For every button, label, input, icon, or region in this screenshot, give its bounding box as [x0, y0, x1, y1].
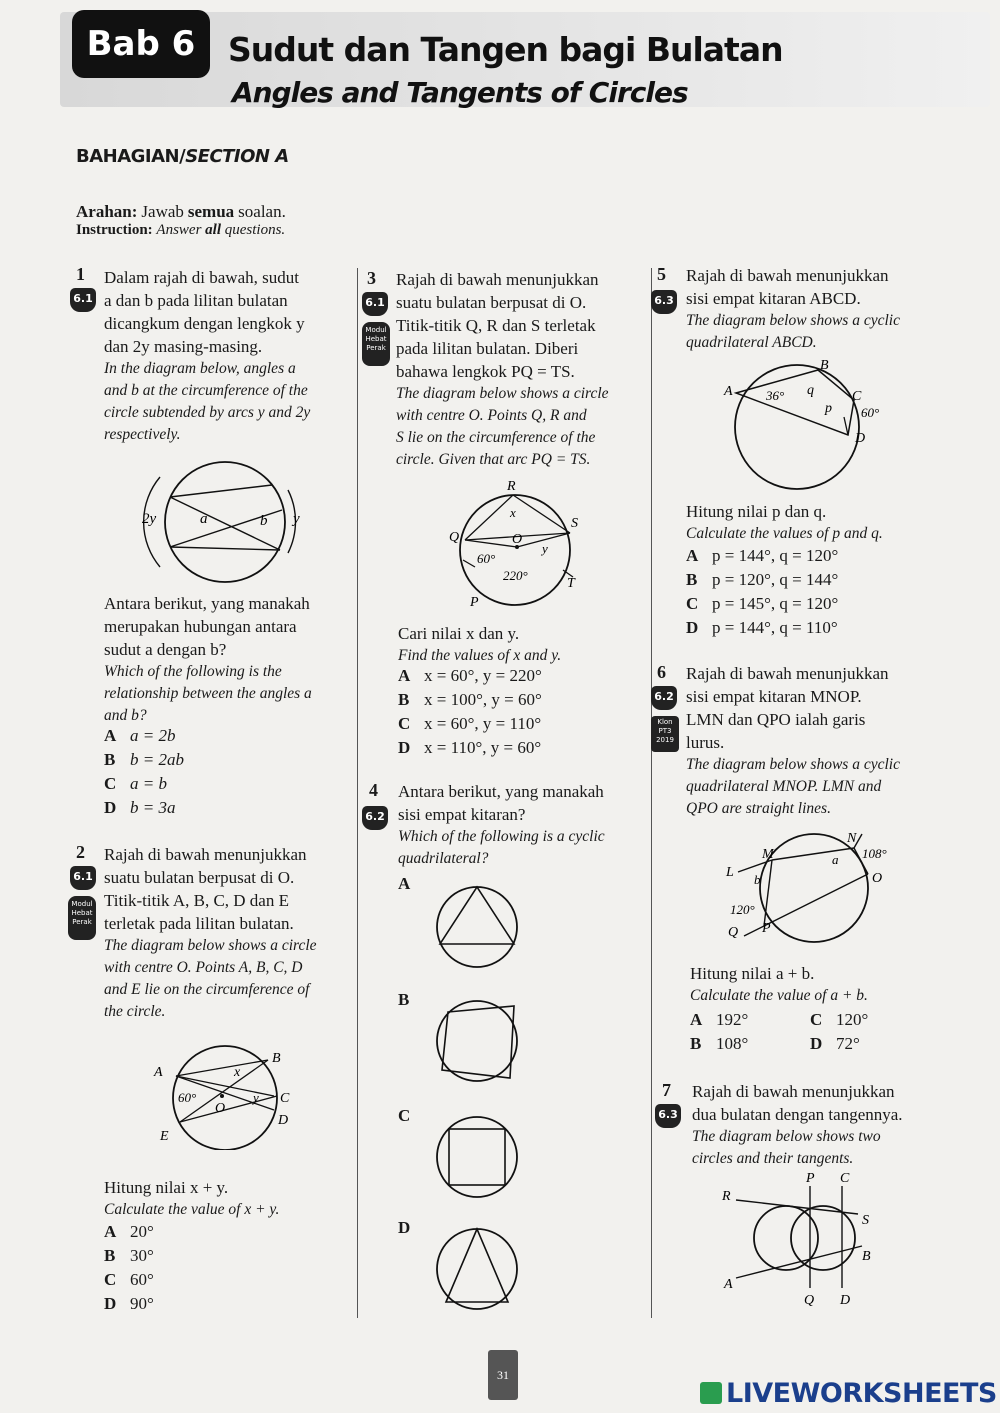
q3-text: Rajah di bawah menunjukkan suatu bulatan berpusat di O. Titik-titik Q, R dan S terletak pada lilitan bulatan. Diberi bahawa lengkok PQ = TS. The diagram below shows a circle with centre O. Points Q, R and S lie on the circumference of the circle. Given that arc PQ = TS.	[396, 270, 609, 468]
q6-question: Hitung nilai a + b. Calculate the value of a + b.	[690, 964, 868, 1004]
q2-options	[104, 1220, 154, 1316]
q6-options	[690, 1008, 930, 1056]
subtopic-tag: 6.1	[70, 288, 96, 312]
chapter-title-en: Angles and Tangents of Circles	[232, 76, 688, 109]
q4-option-b-label[interactable]: B	[398, 990, 410, 1009]
option[interactable]: B 108°	[690, 1034, 749, 1053]
label-60: 60°	[477, 551, 496, 566]
label-a: a	[832, 852, 839, 867]
q1-circle-diagram	[140, 455, 310, 595]
label-R: R	[507, 479, 516, 494]
label-y: y	[253, 1090, 259, 1105]
label-y: y	[293, 511, 300, 527]
label-P: P	[806, 1171, 815, 1186]
label-120: 120°	[730, 902, 755, 917]
option[interactable]: B b = 2ab	[104, 750, 184, 769]
label-p: p	[825, 401, 832, 416]
subtopic-tag: 6.1	[70, 866, 96, 890]
option[interactable]: C 120°	[810, 1010, 869, 1029]
option[interactable]: A a = 2b	[104, 726, 176, 745]
label-60: 60°	[178, 1090, 197, 1105]
modul-hebat-badge: Modul Hebat Perak	[68, 896, 96, 940]
option[interactable]: A 20°	[104, 1222, 154, 1241]
q2-text: Rajah di bawah menunjukkan suatu bulatan berpusat di O. Titik-titik A, B, C, D dan E terletak pada lilitan bulatan. The diagram below shows a circle with centre O. Points A, B, C, D and E lie on the circumference of the circle.	[104, 845, 317, 1020]
modul-hebat-badge: Modul Hebat Perak	[362, 322, 390, 366]
q4-text: Antara berikut, yang manakah sisi empat kitaran? Which of the following is a cyclic quadrilateral?	[398, 782, 605, 867]
label-60: 60°	[861, 405, 880, 420]
q3-options	[398, 664, 542, 760]
subtopic-tag: 6.3	[651, 290, 677, 314]
q2-circle-diagram	[150, 1040, 300, 1150]
label-36: 36°	[766, 388, 785, 403]
q6-text: Rajah di bawah menunjukkan sisi empat kitaran MNOP. LMN dan QPO ialah garis lurus. The diagram below shows a cyclic quadrilateral MNOP. LMN and QPO are straight lines.	[686, 664, 900, 817]
label-2y: 2y	[142, 511, 157, 527]
label-108: 108°	[862, 846, 887, 861]
klon-pt3-badge: Klon PT3 2019	[651, 716, 679, 752]
label-P: P	[762, 921, 771, 936]
option[interactable]: A 192°	[690, 1010, 749, 1029]
option[interactable]: B 30°	[104, 1246, 154, 1265]
q5-options	[686, 544, 838, 640]
label-O: O	[512, 532, 523, 547]
label-A: A	[724, 1277, 733, 1292]
option[interactable]: C p = 145°, q = 120°	[686, 594, 839, 613]
subtopic-tag: 6.2	[362, 806, 388, 830]
subtopic-tag: 6.2	[651, 686, 677, 710]
liveworksheets-logo: LIVEWORKSHEETS	[700, 1378, 997, 1409]
subtopic-tag: 6.1	[362, 292, 388, 316]
question-number: 5	[657, 264, 666, 284]
q6-circle-diagram	[722, 826, 907, 956]
q3-circle-diagram	[445, 475, 595, 610]
option[interactable]: D b = 3a	[104, 798, 176, 817]
q7-text: Rajah di bawah menunjukkan dua bulatan dengan tangennya. The diagram below shows two circles and their tangents.	[692, 1082, 903, 1167]
q4-option-c-figure[interactable]	[432, 1112, 522, 1202]
label-O: O	[872, 871, 883, 886]
chapter-title-ms: Sudut dan Tangen bagi Bulatan	[228, 30, 783, 69]
section-heading: BAHAGIAN/SECTION A	[76, 146, 289, 167]
option[interactable]: C x = 60°, y = 110°	[398, 714, 542, 733]
option[interactable]: B p = 120°, q = 144°	[686, 570, 839, 589]
question-number: 2	[76, 842, 85, 862]
label-Q: Q	[728, 925, 739, 940]
question-number: 4	[369, 780, 378, 800]
label-A: A	[724, 384, 733, 399]
subtopic-tag: 6.3	[655, 1104, 681, 1128]
label-D: D	[840, 1293, 851, 1308]
q4-option-b-figure[interactable]	[432, 996, 522, 1086]
q4-option-c-label[interactable]: C	[398, 1106, 411, 1125]
page-number: 31	[488, 1350, 518, 1400]
option[interactable]: B x = 100°, y = 60°	[398, 690, 542, 709]
option[interactable]: A p = 144°, q = 120°	[686, 546, 839, 565]
label-R: R	[722, 1189, 731, 1204]
q1-text: Dalam rajah di bawah, sudut a dan b pada lilitan bulatan dicangkum dengan lengkok y dan 2y masing-masing. In the diagram below, angles a and b at the circumference of the circle subtended by arcs y and 2y respectively.	[104, 268, 311, 443]
label-S: S	[571, 516, 578, 531]
q4-option-d-label[interactable]: D	[398, 1218, 411, 1237]
logo-icon	[700, 1382, 722, 1404]
label-O: O	[215, 1101, 226, 1116]
label-Q: Q	[449, 530, 460, 545]
option[interactable]: D x = 110°, y = 60°	[398, 738, 542, 757]
label-A: A	[154, 1065, 163, 1080]
label-C: C	[840, 1171, 850, 1186]
option[interactable]: D p = 144°, q = 110°	[686, 618, 838, 637]
question-number: 3	[367, 268, 376, 288]
q7-two-circles-diagram	[718, 1168, 883, 1313]
label-S: S	[862, 1213, 869, 1228]
label-M: M	[762, 847, 774, 862]
question-number: 7	[662, 1080, 671, 1100]
chapter-badge: Bab 6	[72, 10, 210, 78]
label-C: C	[280, 1091, 290, 1106]
q4-option-a-label[interactable]: A	[398, 874, 411, 893]
option[interactable]: D 72°	[810, 1034, 860, 1053]
label-B: B	[272, 1051, 281, 1066]
instruction-en: Instruction: Answer all questions.	[76, 222, 286, 238]
option[interactable]: A x = 60°, y = 220°	[398, 666, 542, 685]
question-number: 6	[657, 662, 666, 682]
question-number: 1	[76, 264, 85, 284]
label-B: B	[820, 358, 829, 373]
label-E: E	[160, 1129, 169, 1144]
label-C: C	[852, 389, 862, 404]
q5-circle-diagram	[722, 355, 897, 495]
q5-text: Rajah di bawah menunjukkan sisi empat kitaran ABCD. The diagram below shows a cyclic quadrilateral ABCD.	[686, 266, 900, 351]
label-220: 220°	[503, 568, 528, 583]
column-divider	[651, 268, 652, 1318]
label-a: a	[200, 511, 208, 527]
label-x: x	[510, 505, 516, 520]
label-b: b	[754, 872, 761, 887]
label-T: T	[567, 576, 575, 591]
option[interactable]: D 90°	[104, 1294, 154, 1313]
q1-options	[104, 724, 184, 820]
column-divider	[357, 268, 358, 1318]
label-L: L	[726, 865, 734, 880]
label-D: D	[855, 431, 866, 446]
label-Q: Q	[804, 1293, 815, 1308]
q3-question: Cari nilai x dan y. Find the values of x and y.	[398, 624, 562, 664]
label-N: N	[847, 831, 857, 846]
option[interactable]: C 60°	[104, 1270, 154, 1289]
label-q: q	[807, 383, 814, 398]
label-y: y	[542, 541, 548, 556]
q5-question: Hitung nilai p dan q. Calculate the values of p and q.	[686, 502, 883, 542]
label-x: x	[234, 1065, 241, 1080]
label-B: B	[862, 1249, 871, 1264]
q1-question: Antara berikut, yang manakah merupakan hubungan antara sudut a dengan b? Which of the following is the relationship between the angles a and b?	[104, 594, 312, 724]
option[interactable]: C a = b	[104, 774, 167, 793]
label-b: b	[260, 513, 268, 529]
q4-option-a-figure[interactable]	[432, 882, 522, 972]
q4-option-d-figure[interactable]	[432, 1224, 522, 1314]
label-D: D	[278, 1113, 289, 1128]
label-P: P	[470, 595, 479, 610]
instruction-ms: Arahan: Jawab semua soalan.	[76, 202, 286, 221]
q2-question: Hitung nilai x + y. Calculate the value of x + y.	[104, 1178, 280, 1218]
